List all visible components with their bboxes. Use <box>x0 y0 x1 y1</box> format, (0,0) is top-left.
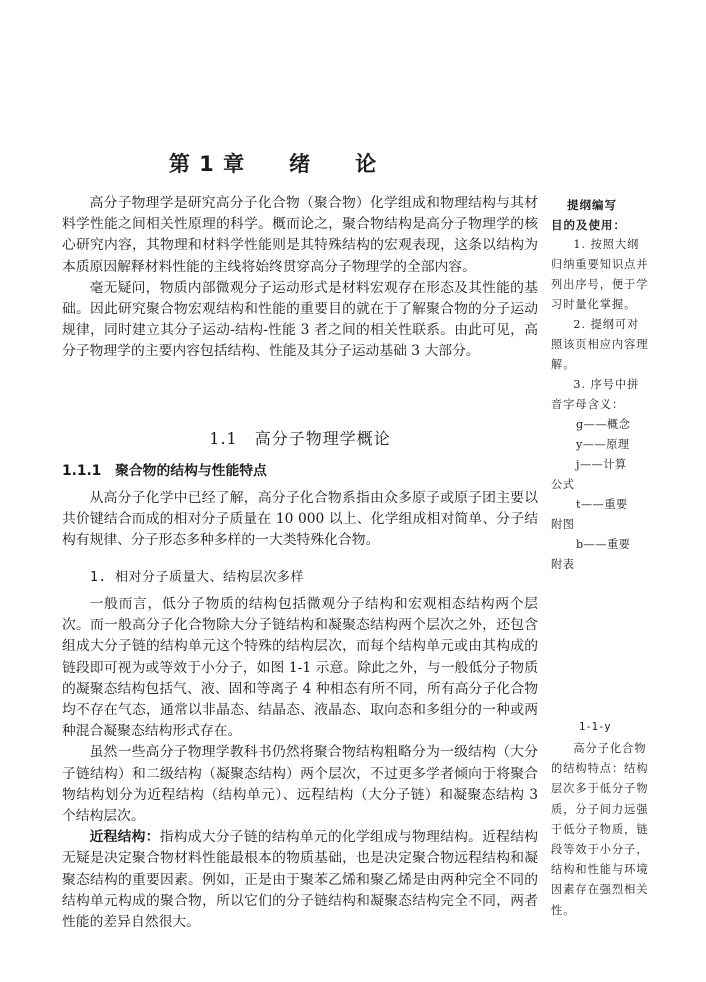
subsection-paragraph: 从高分子化学中已经了解，高分子化合物系指由众多原子或原子团主要以共价键结合而成的相对分子质量在 10 000 以上、化学组成相对简单、分子结构有规律、分子形态多种多样的一大类特殊化合物。 <box>62 490 538 549</box>
chapter-name-part2: 论 <box>355 152 378 176</box>
subsection-text <box>62 488 538 552</box>
legend-j: j——计算 <box>576 458 627 471</box>
note-code: 1-1-y <box>579 721 611 733</box>
sidebar-guide <box>551 195 651 575</box>
intro-paragraph-1: 高分子物理学是研究高分子化合物（聚合物）化学组成和物理结构与其材料学性能之间相关性原理的科学。概而论之，聚合物结构是高分子物理学的核心研究内容，其物理和材料学性能则是其特殊结构的宏观表现，这条以结构为本质原因解释材料性能的主线将始终贯穿高分子物理学的全部内容。 <box>62 195 538 275</box>
sidebar-heading-line2: 目的及使用： <box>551 218 626 232</box>
legend-y: y——原理 <box>576 438 630 451</box>
legend-b-cont: 附表 <box>551 558 575 571</box>
intro-paragraph-2: 毫无疑问，物质内部微观分子运动形式是材料宏观存在形态及其性能的基础。因此研究聚合物宏观结构和性能的重要目的就在于了解聚合物的分子运动规律，同时建立其分子运动-结构-性能 3 者之间的相关性联系。由此可见，高分子物理学的主要内容包括结构、性能及其分子运动基础 3 大部分。 <box>62 279 538 360</box>
section-title: 1.1 高分子物理学概论 <box>209 429 391 448</box>
sidebar-heading-line1: 提纲编写 <box>567 198 617 212</box>
chapter-label: 第 1 章 <box>168 152 246 176</box>
legend-g: g——概念 <box>576 418 631 431</box>
body-paragraph-2: 虽然一些高分子物理学教科书仍然将聚合物结构粗略分为一级结构（大分子链结构）和二级结构（凝聚态结构）两个层次，不过更多学者倾向于将聚合物结构划分为近程结构（结构单元）、远程结构（大分子链）和凝聚态结构 3 个结构层次。 <box>62 744 538 825</box>
near-structure-definition: 指构成大分子链的结构单元的化学组成与物理结构。近程结构无疑是决定聚合物材料性能最根本的物质基础，也是决定聚合物远程结构和凝聚态结构的重要因素。例如，正是由于聚苯乙烯和聚乙烯是由两种完全不同的结构单元构成的聚合物，所以它们的分子链结构和凝聚态结构完全不同，两者性能的差异自然很大。 <box>62 829 539 931</box>
near-structure-term: 近程结构： <box>89 829 160 846</box>
item-title: 1. 相对分子质量大、结构层次多样 <box>90 570 304 585</box>
chapter-name-part1: 绪 <box>289 152 312 176</box>
legend-j-cont: 公式 <box>551 478 575 491</box>
sidebar-heading <box>551 195 651 235</box>
legend-b: b——重要 <box>576 538 631 551</box>
intro-text <box>62 193 538 363</box>
sidebar-item-3: 3. 序号中拼音字母含义： <box>551 378 640 411</box>
subsection-title: 1.1.1 聚合物的结构与性能特点 <box>62 463 267 479</box>
body-text <box>62 594 538 933</box>
body-paragraph-3 <box>62 827 538 933</box>
body-paragraph-1: 一般而言，低分子物质的结构包括微观分子结构和宏观相态结构两个层次。而一般高分子化合物除大分子链结构和凝聚态结构两个层次之外，还包含组成大分子链的结构单元这个特殊的结构层次，而每个结构单元或由其构成的链段即可视为或等效于小分子，如图 1-1 示意。除此之外，与一般低分子物质的凝聚态结构包括气、液、固和等离子 4 种相态有所不同，所有高分子化合物均不存在气态，通常以非晶态、结晶态、液晶态、取向态和多组分的一种或两种混合凝聚态结构形式存在。 <box>62 596 538 740</box>
note-text: 高分子化合物的结构特点：结构层次多于低分子物质，分子间力远强于低分子物质，链段等效于小分子，结构和性能与环境因素存在强烈相关性。 <box>551 742 649 917</box>
sidebar-item-2: 2. 提纲可对照该页相应内容理解。 <box>551 318 649 371</box>
chapter-title <box>0 148 546 178</box>
sidebar-item-1: 1. 按照大纲归纳重要知识点并列出序号，便于学习时量化掌握。 <box>551 238 649 311</box>
sidebar-note <box>551 717 651 921</box>
legend-t: t——重要 <box>576 498 628 511</box>
legend-t-cont: 附图 <box>551 518 575 531</box>
